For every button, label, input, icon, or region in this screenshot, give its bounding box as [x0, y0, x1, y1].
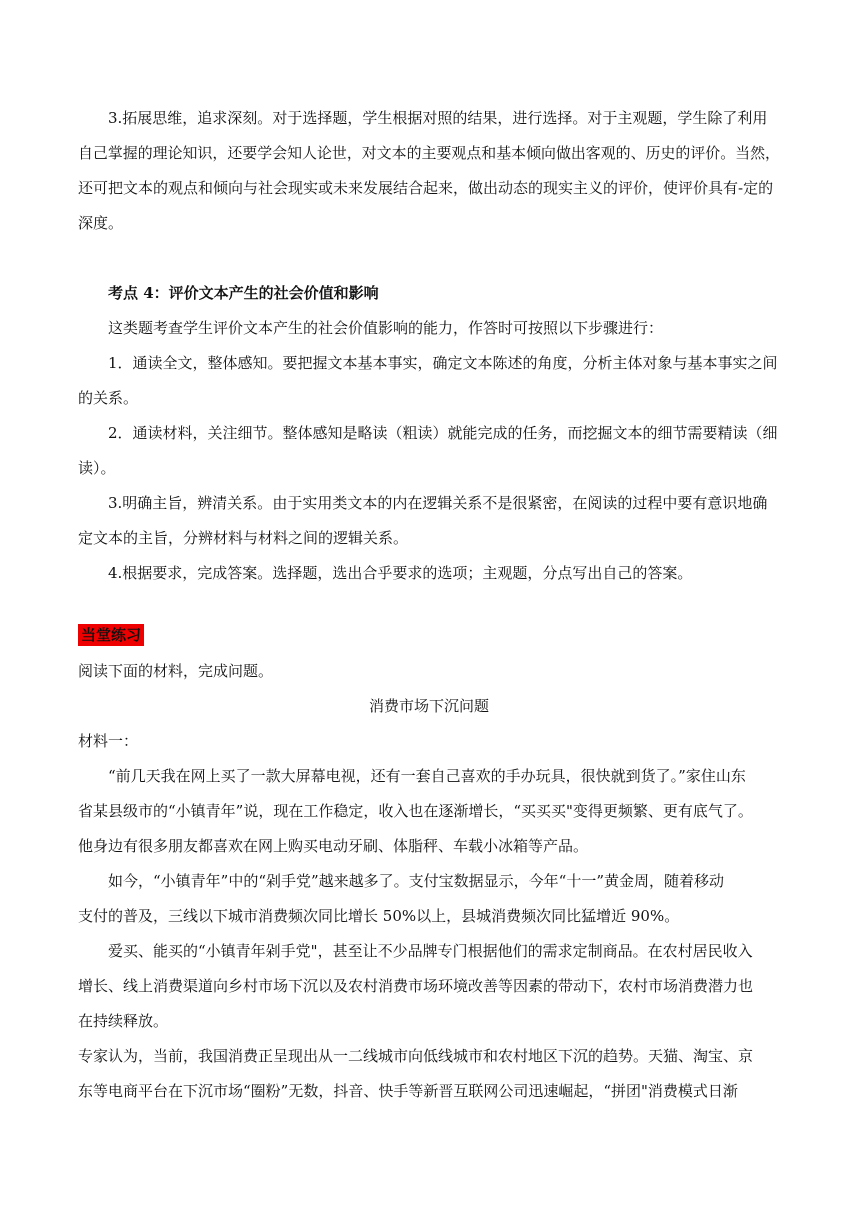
paragraph-line: 如今，“小镇青年”中的“剁手党”越来越多了。支付宝数据显示，今年“十一”黄金周，随着移动	[108, 872, 725, 890]
step-3-line: 定文本的主旨，分辨材料与材料之间的逻辑关系。	[78, 529, 409, 547]
paragraph-line: 支付的普及，三线以下城市消费频次同比增长 50%以上，县城消费频次同比猛增近 90%。	[78, 907, 680, 925]
paragraph-line: 爱买、能买的“小镇青年剁手党"，甚至让不少品牌专门根据他们的需求定制商品。在农村居民收入	[108, 942, 753, 960]
step-3-line: 3.明确主旨，辨清关系。由于实用类文本的内在逻辑关系不是很紧密，在阅读的过程中要有意识地确	[108, 494, 768, 512]
instruction-text: 阅读下面的材料，完成问题。	[78, 662, 274, 680]
paragraph-line: 增长、线上消费渠道向乡村市场下沉以及农村消费市场环境改善等因素的带动下，农村市场消费潜力也	[78, 977, 754, 995]
material-label: 材料一：	[78, 732, 139, 750]
paragraph-line: 东等电商平台在下沉市场“圈粉”无数，抖音、快手等新晋互联网公司迅速崛起，“拼团"消费模式日渐	[78, 1082, 738, 1100]
section-3-paragraph	[78, 101, 780, 241]
text-line: 自己掌握的理论知识，还要学会知人论世，对文本的主要观点和基本倾向做出客观的、历史的评价。当然，	[78, 144, 780, 162]
kaodian-4-section	[78, 276, 780, 591]
step-1-line: 1．通读全文，整体感知。要把握文本基本事实，确定文本陈述的角度，分析主体对象与基本事实之间	[108, 354, 778, 372]
paragraph-line: “前几天我在网上买了一款大屏幕电视，还有一套自己喜欢的手办玩具，很快就到货了。”家住山东	[108, 767, 746, 785]
material-title: 消费市场下沉问题	[368, 697, 489, 715]
section-heading: 考点 4：评价文本产生的社会价值和影响	[108, 284, 379, 302]
text-line: 深度。	[78, 214, 124, 232]
intro-text: 这类题考查学生评价文本产生的社会价值影响的能力，作答时可按照以下步骤进行：	[108, 319, 664, 337]
text-line: 还可把文本的观点和倾向与社会现实或未来发展结合起来，做出动态的现实主义的评价，使评价具有-定的	[78, 179, 774, 197]
practice-section	[78, 654, 780, 1109]
practice-badge-wrap	[78, 624, 144, 646]
practice-badge: 当堂练习	[78, 624, 144, 646]
text-line: 3.拓展思维，追求深刻。对于选择题，学生根据对照的结果，进行选择。对于主观题，学生除了利用	[108, 109, 768, 127]
paragraph-line: 他身边有很多朋友都喜欢在网上购买电动牙刷、体脂秤、车载小冰箱等产品。	[78, 837, 589, 855]
paragraph-line: 专家认为，当前，我国消费正呈现出从一二线城市向低线城市和农村地区下沉的趋势。天猫、淘宝、京	[78, 1047, 754, 1065]
step-1-line: 的关系。	[78, 389, 139, 407]
paragraph-line: 省某县级市的“小镇青年”说，现在工作稳定，收入也在逐渐增长，“买买买"变得更频繁、更有底气了。	[78, 802, 753, 820]
step-4-line: 4.根据要求，完成答案。选择题，选出合乎要求的选项；主观题，分点写出自己的答案。	[108, 564, 693, 582]
paragraph-line: 在持续释放。	[78, 1012, 169, 1030]
step-2-line: 读）。	[78, 459, 116, 477]
step-2-line: 2．通读材料，关注细节。整体感知是略读（粗读）就能完成的任务，而挖掘文本的细节需要精读（细	[108, 424, 778, 442]
